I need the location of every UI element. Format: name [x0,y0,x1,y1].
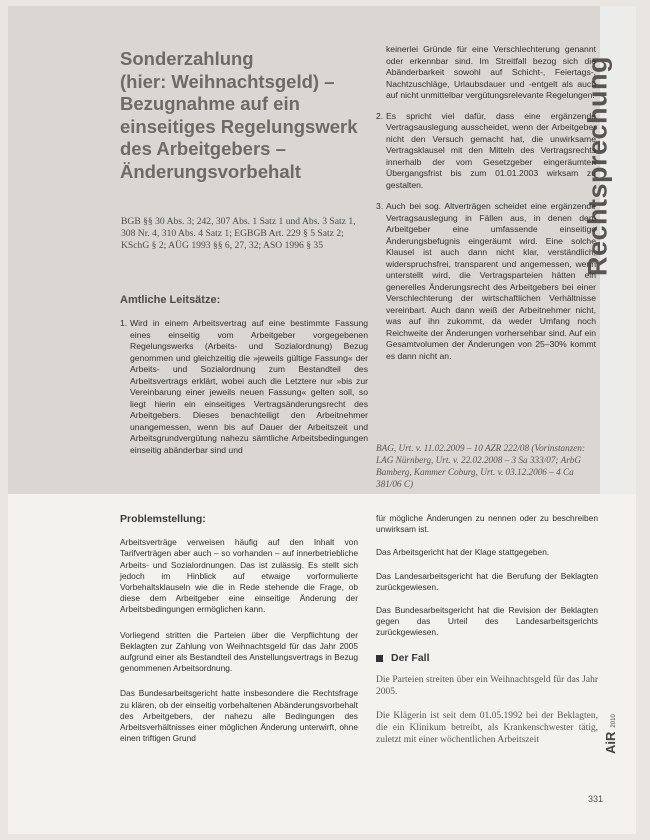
leitsatz-1-continuation: keinerlei Gründe für eine Verschlechterung genannt oder erkennbar sind. Im Streitfall bezog sich die Abänderbarkeit sowohl auf Schicht-, Feiertags-, Nachtzuschläge, Urlaubsdauer und -entgelt als auch auf nicht unmittelbar vergütungsrelevante Regelungen. [386,44,596,100]
problem-paragraph: Das Bundesarbeitsgericht hatte insbesondere die Rechtsfrage zu klären, ob der einseitig vorbehaltenen Abänderungsvorbehalt des Arbeitgebers, der nahezu alle Bedingungen des Arbeitsverhältnisses einer möglichen Änderung unterwirft, ohne einen triftigen Grund [120,688,358,744]
fall-paragraph: Die Parteien streiten über ein Weihnachtsgeld für das Jahr 2005. [376,674,598,697]
leitsatz-text: Wird in einem Arbeitsvertrag auf eine bestimmte Fassung eines einseitig vom Arbeitgeber vorgegebenen Regelungswerks (Arbeits- und Sozialordnung) Bezug genommen und gleichzeitig die »jeweils gültige Fassung« der Arbeits- und Sozialordnung zum Bestandteil des Arbeitsvertrags erklärt, wobei auch die Letztere nur »bis zur Vereinbarung einer jeweils neuen Fassung« gelten soll, so liegt hierin ein einseitiges Vertragsänderungsrecht des Arbeitgebers. Dieses benachteiligt den Arbeitnehmer unangemessen, wenn bis auf Dauer der Arbeitszeit und Arbeitsgrundvergütung nahezu sämtliche Arbeitsbedingungen einseitig abänderbar sind und [130,318,368,455]
leitsatz-2 [376,111,596,192]
problem-paragraph: Das Arbeitsgericht hat der Klage stattgegeben. [376,547,550,558]
court-source: BAG, Urt. v. 11.02.2009 – 10 AZR 222/08 (Vorinstanzen: LAG Nürnberg, Urt. v. 22.02.2008 – 3 Sa 333/07; ArbG Bamberg, Kammer Coburg, Urt. v. 03.12.2006 – 4 Ca 381/06 C) [376,443,586,489]
leitsatz-text: Auch bei sog. Altverträgen scheidet eine ergänzende Vertragsauslegung in Fällen aus, in denen dem Arbeitgeber eine umfassende einseitige Änderungsbefugnis eingeräumt wird. Eine solche Klausel ist auch dann nicht klar, verständlich, widerspruchsfrei, transparent und angemessen, wenn unterstellt wird, die Vertragsparteien hätten ein generelles Änderungsrecht des Arbeitgebers bei einer Verschlechterung der wirtschaftlichen Verhältnisse vereinbart. Auch dann weiß der Arbeitnehmer nicht, was auf ihn zukommt, da weder Umfang noch Reichweite der Änderungen vorhersehbar sind. Auf ein Gesamtvolumen der Änderungen von 25–30% kommt es dann nicht an. [386,201,596,361]
problem-column [120,514,358,758]
problem-heading: Problemstellung: [120,513,206,525]
der-fall-title: Der Fall [391,651,430,664]
leitsaetze-column-2 [376,44,596,362]
leitsaetze-heading: Amtliche Leitsätze: [120,294,221,306]
square-bullet-icon [376,655,383,662]
logo-year: 2010 [611,714,617,728]
leitsatz-3 [376,201,596,362]
journal-logo [603,714,618,754]
problem-paragraph: Das Landesarbeitsgericht hat die Berufung der Beklagten zurückgewiesen. [376,570,598,592]
fall-paragraph: Die Klägerin ist seit dem 01.05.1992 bei der Beklagten, die ein Klinikum betreibt, als Krankenschwester tätig, zuletzt mit einer wöchentlichen Arbeitszeit [376,710,598,745]
journal-page [8,6,636,834]
right-column [376,513,598,758]
leitsatz-text: Es spricht viel dafür, dass eine ergänzende Vertragsauslegung ausscheidet, wenn der Arbeitgeber nicht den Versuch gemacht hat, die unwirksame Vertragsklausel mit den Mitteln des Vertragsrechts innerhalb der vom Gesetzgeber eingeräumten Übergangsfrist bis zum 01.01.2003 wirksam zu gestalten. [386,110,596,190]
leitsatz-number: 1. [120,318,128,328]
article-title: Sonderzahlung (hier: Weihnachtsgeld) – Bezugnahme auf ein einseitiges Regelungswerk des Arbeitgebers – Änderungsvorbehalt [120,48,358,182]
der-fall-heading [376,653,598,664]
logo-text: AiR [603,731,618,754]
leitsatz-number: 2. [376,110,384,121]
legal-references: BGB §§ 30 Abs. 3; 242, 307 Abs. 1 Satz 1 und Abs. 3 Satz 1, 308 Nr. 4, 310 Abs. 4 Satz 1; EGBGB Art. 229 § 5 Satz 2; KSchG § 2; AÜG 1993 §§ 6, 27, 32; ASO 1996 § 35 [121,216,356,251]
problem-paragraph: Arbeitsverträge verweisen häufig auf den Inhalt von Tarifverträgen aber auch – so vorhanden – auf innerbetriebliche Arbeits- und Sozialordnungen. Das ist zulässig. Es stellt sich jedoch im Hinblick auf etwaige vorformulierte Vorbehaltsklauseln wie die in Rede stehende die Frage, ob diese dem Arbeitgeber eine einseitige Änderung der Arbeitsbedingungen ermöglichen kann. [120,537,358,615]
leitsatz-1 [120,318,368,456]
page-number: 331 [588,794,604,804]
problem-paragraph: Vorliegend stritten die Parteien über die Verpflichtung der Beklagten zur Zahlung von Weihnachtsgeld für das Jahr 2005 aufgrund einer als Bestandteil des Anstellungsvertrags in Bezug genommenen Arbeitsordnung. [120,629,358,674]
problem-paragraph: Das Bundesarbeitsgericht hat die Revision der Beklagten gegen das Urteil des Landesarbeitsgerichts zurückgewiesen. [376,605,598,638]
problem-paragraph: für mögliche Änderungen zu nennen oder zu beschreiben unwirksam ist. [376,513,598,535]
leitsatz-number: 3. [376,201,384,211]
section-title: Rechtsprechung [582,55,613,277]
